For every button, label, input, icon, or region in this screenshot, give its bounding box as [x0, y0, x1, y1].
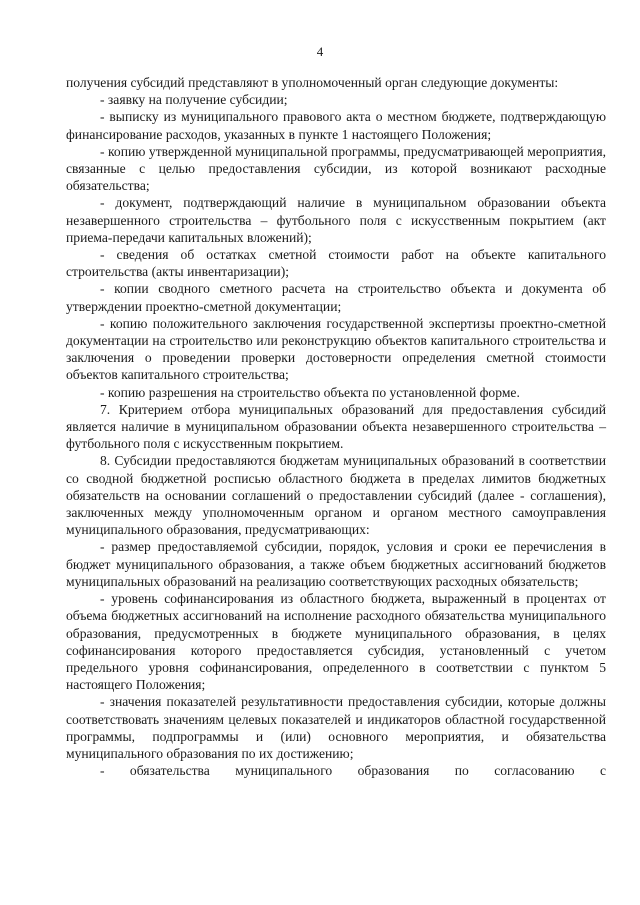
page-number: 4	[316, 44, 324, 59]
list-item-estimate-copies: - копии сводного сметного расчета на строительство объекта и документа об утверждении проектно-сметной документации;	[66, 281, 606, 314]
paragraph-8-subsidies: 8. Субсидии предоставляются бюджетам муниципальных образований в соответствии со сводной бюджетной росписью областного бюджета в пределах лимитов бюджетных обязательств на основании соглашений о предоставлении субсидий (далее - соглашения), заключенных между уполномоченным органом и органом местного самоуправления муниципального образования, предусматривающих:	[66, 453, 606, 538]
list-item-obligations: - обязательства муниципального образования по согласованию с	[100, 763, 606, 779]
document-body	[66, 74, 606, 779]
list-item-construction-document: - документ, подтверждающий наличие в муниципальном образовании объекта незавершенного строительства – футбольного поля с искусственным покрытием (акт приема-передачи капитальных вложений);	[66, 195, 606, 245]
list-item-budget-extract: - выписку из муниципального правового акта о местном бюджете, подтверждающую финансирование расходов, указанных в пункте 1 настоящего Положения;	[66, 109, 606, 142]
list-item-building-permit: - копию разрешения на строительство объекта по установленной форме.	[100, 384, 520, 400]
list-item-cost-balance: - сведения об остатках сметной стоимости работ на объекте капитального строительства (акты инвентаризации);	[66, 247, 606, 280]
paragraph-continuation: получения субсидий представляют в уполномоченный орган следующие документы:	[66, 75, 559, 90]
list-item-performance-indicators: - значения показателей результативности предоставления субсидии, которые должны соответствовать значениям целевых показателей и индикаторов областной государственной программы, подпрограммы и (или) основного мероприятия, и обязательства муниципального образования по их достижению;	[66, 694, 606, 761]
list-item-cofinancing-level: - уровень софинансирования из областного бюджета, выраженный в процентах от объема бюджетных ассигнований на исполнение расходного обязательства муниципального образования, предусмотренных в бюджете муниципального образования, в целях софинансирования которого предоставляется субсидия, установленный с учетом предельного уровня софинансирования, определенного в соответствии с пунктом 5 настоящего Положения;	[66, 591, 606, 693]
list-item-application: - заявку на получение субсидии;	[100, 92, 288, 108]
list-item-expertise-conclusion: - копию положительного заключения государственной экспертизы проектно-сметной документации на строительство или реконструкцию объектов капитального строительства и заключения о проведении проверки достоверности определения сметной стоимости объектов капитального строительства;	[66, 315, 606, 383]
list-item-subsidy-amount: - размер предоставляемой субсидии, порядок, условия и сроки ее перечисления в бюджет муниципального образования, а также объем бюджетных ассигнований бюджетов муниципальных образований на реализацию соответствующих расходных обязательств;	[66, 539, 606, 589]
list-item-program-copy: - копию утвержденной муниципальной программы, предусматривающей мероприятия, связанные с целью предоставления субсидии, из которой возникают расходные обязательства;	[66, 143, 606, 194]
paragraph-7-criterion: 7. Критерием отбора муниципальных образований для предоставления субсидий является наличие в муниципальном образовании объекта незавершенного строительства – футбольного поля с искусственным покрытием.	[66, 401, 606, 452]
